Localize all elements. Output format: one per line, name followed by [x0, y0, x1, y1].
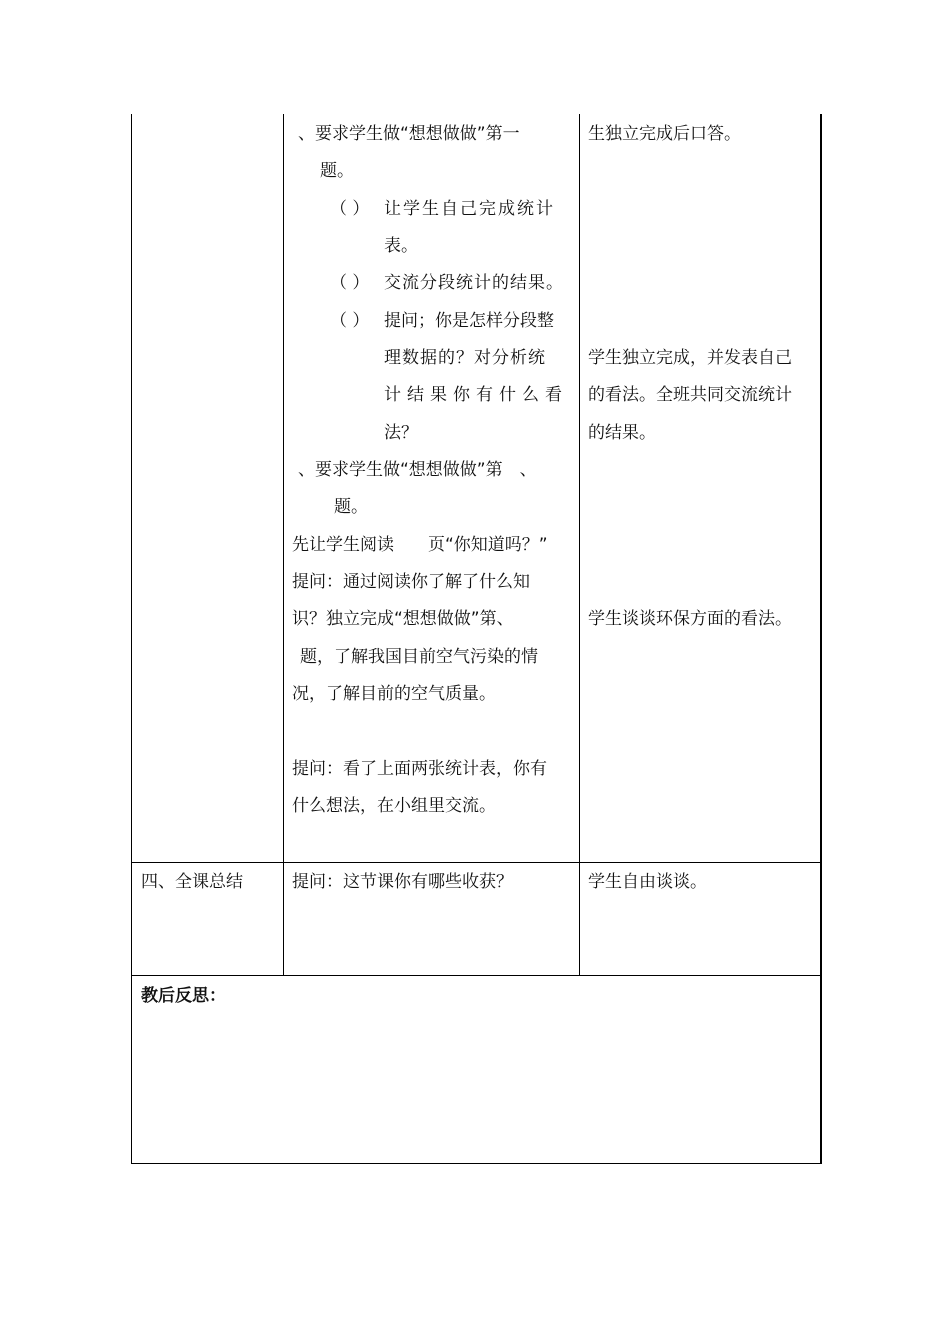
sub3-line2: 理数据的？对分析统: [384, 348, 546, 368]
para1-line1: 先让学生阅读 页“你知道吗？”: [292, 535, 548, 555]
reflection-label: 教后反思：: [141, 986, 226, 1006]
table-right-border: [820, 114, 822, 1164]
right-line-1: 生独立完成后口答。: [588, 124, 741, 144]
item2-line1: 、要求学生做“想想做做”第 、: [298, 460, 537, 480]
sub1-line1: 让学生自己完成统计: [384, 199, 555, 219]
para1-line4: 题，了解我国目前空气污染的情: [300, 647, 538, 667]
sub3-line4: 法？: [384, 423, 418, 443]
row-divider-reflection: [131, 975, 821, 976]
table-bottom-border: [131, 1163, 821, 1164]
summary-question: 提问：这节课你有哪些收获？: [292, 872, 513, 892]
table-col2-divider: [579, 114, 580, 976]
right-para2-line3: 的结果。: [588, 423, 656, 443]
para1-line3: 识？独立完成“想想做做”第、: [292, 609, 514, 629]
right-para3: 学生谈谈环保方面的看法。: [588, 609, 792, 629]
sub2-paren: （ ）: [330, 273, 370, 293]
para2-line1: 提问：看了上面两张统计表，你有: [292, 759, 547, 779]
right-para2-line1: 学生独立完成，并发表自己: [588, 348, 792, 368]
sub1-paren: （ ）: [330, 199, 370, 219]
table-col1-divider: [283, 114, 284, 976]
table-left-border: [131, 114, 132, 1164]
sub3-paren: （ ）: [330, 311, 370, 331]
row-divider-summary: [131, 862, 821, 863]
sub3-line1: 提问；你是怎样分段整: [384, 311, 554, 331]
summary-response: 学生自由谈谈。: [588, 872, 707, 892]
sub1-line2: 表。: [384, 236, 418, 256]
sub2-line1: 交流分段统计的结果。: [384, 273, 564, 293]
para1-line5: 况，了解目前的空气质量。: [292, 684, 496, 704]
para1-line2: 提问：通过阅读你了解了什么知: [292, 572, 530, 592]
item1-line1: 、要求学生做“想想做做”第一: [298, 124, 520, 144]
item1-line2: 题。: [320, 161, 354, 181]
item2-line2: 题。: [334, 497, 368, 517]
para2-line2: 什么想法，在小组里交流。: [292, 796, 496, 816]
sub3-line3: 计结果你有什么看: [384, 385, 568, 405]
right-para2-line2: 的看法。全班共同交流统计: [588, 385, 792, 405]
summary-section-label: 四、全课总结: [141, 872, 243, 892]
